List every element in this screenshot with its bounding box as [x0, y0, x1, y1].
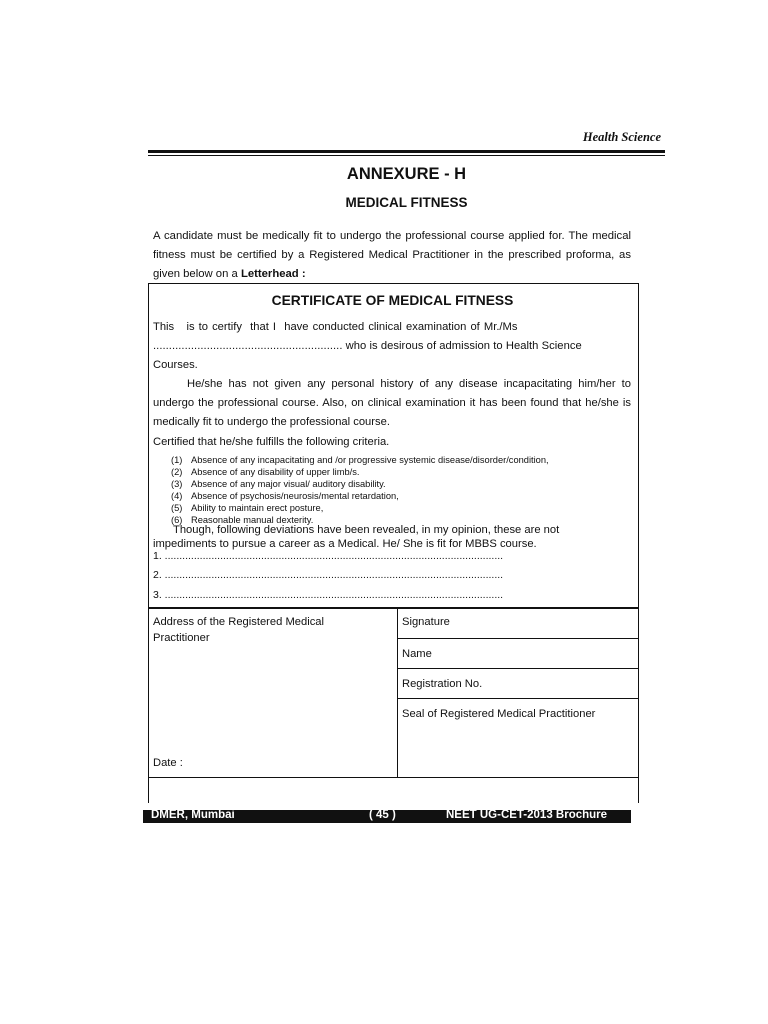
footer-bar — [143, 810, 631, 823]
deviations-paragraph — [153, 524, 623, 551]
table-row-divider — [397, 698, 638, 699]
certificate-line-3: Courses. — [153, 359, 198, 371]
deviation-entry-2: 2. .................................................................................................................... — [153, 569, 504, 581]
table-top-border — [148, 607, 638, 609]
date-label: Date : — [153, 757, 183, 769]
certificate-line-1: This is to certify that I have conducted clinical examination of Mr./Ms — [153, 321, 518, 333]
list-item — [171, 454, 611, 466]
list-item — [171, 478, 611, 490]
certificate-line-2: ............................................................ who is desirous of admission to Health Science — [153, 340, 582, 352]
list-item — [171, 466, 611, 478]
criteria-number: (4) — [171, 491, 183, 501]
certificate-title: CERTIFICATE OF MEDICAL FITNESS — [271, 293, 514, 308]
criteria-number: (2) — [171, 467, 183, 477]
intro-text: A candidate must be medically fit to undergo the professional course applied for. The medical fitness must be certified by a Registered Medical Practitioner in the prescribed proforma, as given below on a — [153, 230, 631, 280]
criteria-text: Absence of any disability of upper limb/s. — [191, 467, 360, 477]
criteria-list — [171, 454, 611, 526]
header-rule-thick — [148, 150, 665, 153]
footer-left: DMER, Mumbai — [151, 809, 235, 821]
criteria-number: (6) — [171, 515, 183, 525]
name-label: Name — [402, 648, 432, 660]
deviation-entry-3: 3. .................................................................................................................... — [153, 589, 504, 601]
criteria-text: Absence of psychosis/neurosis/mental retardation, — [191, 491, 399, 501]
registration-label: Registration No. — [402, 678, 483, 690]
table-bottom-border — [148, 777, 638, 778]
criteria-number: (1) — [171, 455, 183, 465]
page-subtitle: MEDICAL FITNESS — [345, 195, 468, 210]
criteria-text: Absence of any major visual/ auditory disability. — [191, 479, 386, 489]
intro-letterhead: Letterhead : — [240, 268, 306, 280]
criteria-text: Reasonable manual dexterity. — [191, 515, 314, 525]
criteria-number: (5) — [171, 503, 183, 513]
certificate-paragraph-2: He/she has not given any personal history of any disease incapacitating him/her to undergo the professional course. Also, on clinical examination it has been found that he/she is medically fit to undergo the professional course. — [153, 378, 631, 428]
footer-right: NEET UG-CET-2013 Brochure — [446, 809, 608, 821]
criteria-text: Ability to maintain erect posture, — [191, 503, 324, 513]
deviations-line-2: impediments to pursue a career as a Medical. He/ She is fit for MBBS course. — [153, 537, 537, 550]
page-title: ANNEXURE - H — [346, 165, 467, 183]
deviation-entry-1: 1. .................................................................................................................... — [153, 550, 504, 562]
criteria-number: (3) — [171, 479, 183, 489]
address-label: Address of the Registered Medical Practitioner — [153, 616, 325, 644]
seal-label: Seal of Registered Medical Practitioner — [402, 708, 596, 720]
list-item — [171, 490, 611, 502]
deviations-line-1: Though, following deviations have been revealed, in my opinion, these are not — [173, 524, 560, 536]
certified-criteria-line: Certified that he/she fulfills the following criteria. — [153, 436, 390, 448]
table-row-divider — [397, 668, 638, 669]
table-column-divider — [397, 609, 398, 778]
intro-paragraph — [153, 227, 631, 284]
criteria-text: Absence of any incapacitating and /or progressive systemic disease/disorder/condition, — [191, 455, 549, 465]
list-item — [171, 502, 611, 514]
header-rule-thin — [148, 155, 665, 156]
table-row-divider — [397, 638, 638, 639]
signature-label: Signature — [402, 616, 450, 628]
header-section-label: Health Science — [582, 130, 661, 144]
footer-page-number: ( 45 ) — [369, 809, 396, 821]
